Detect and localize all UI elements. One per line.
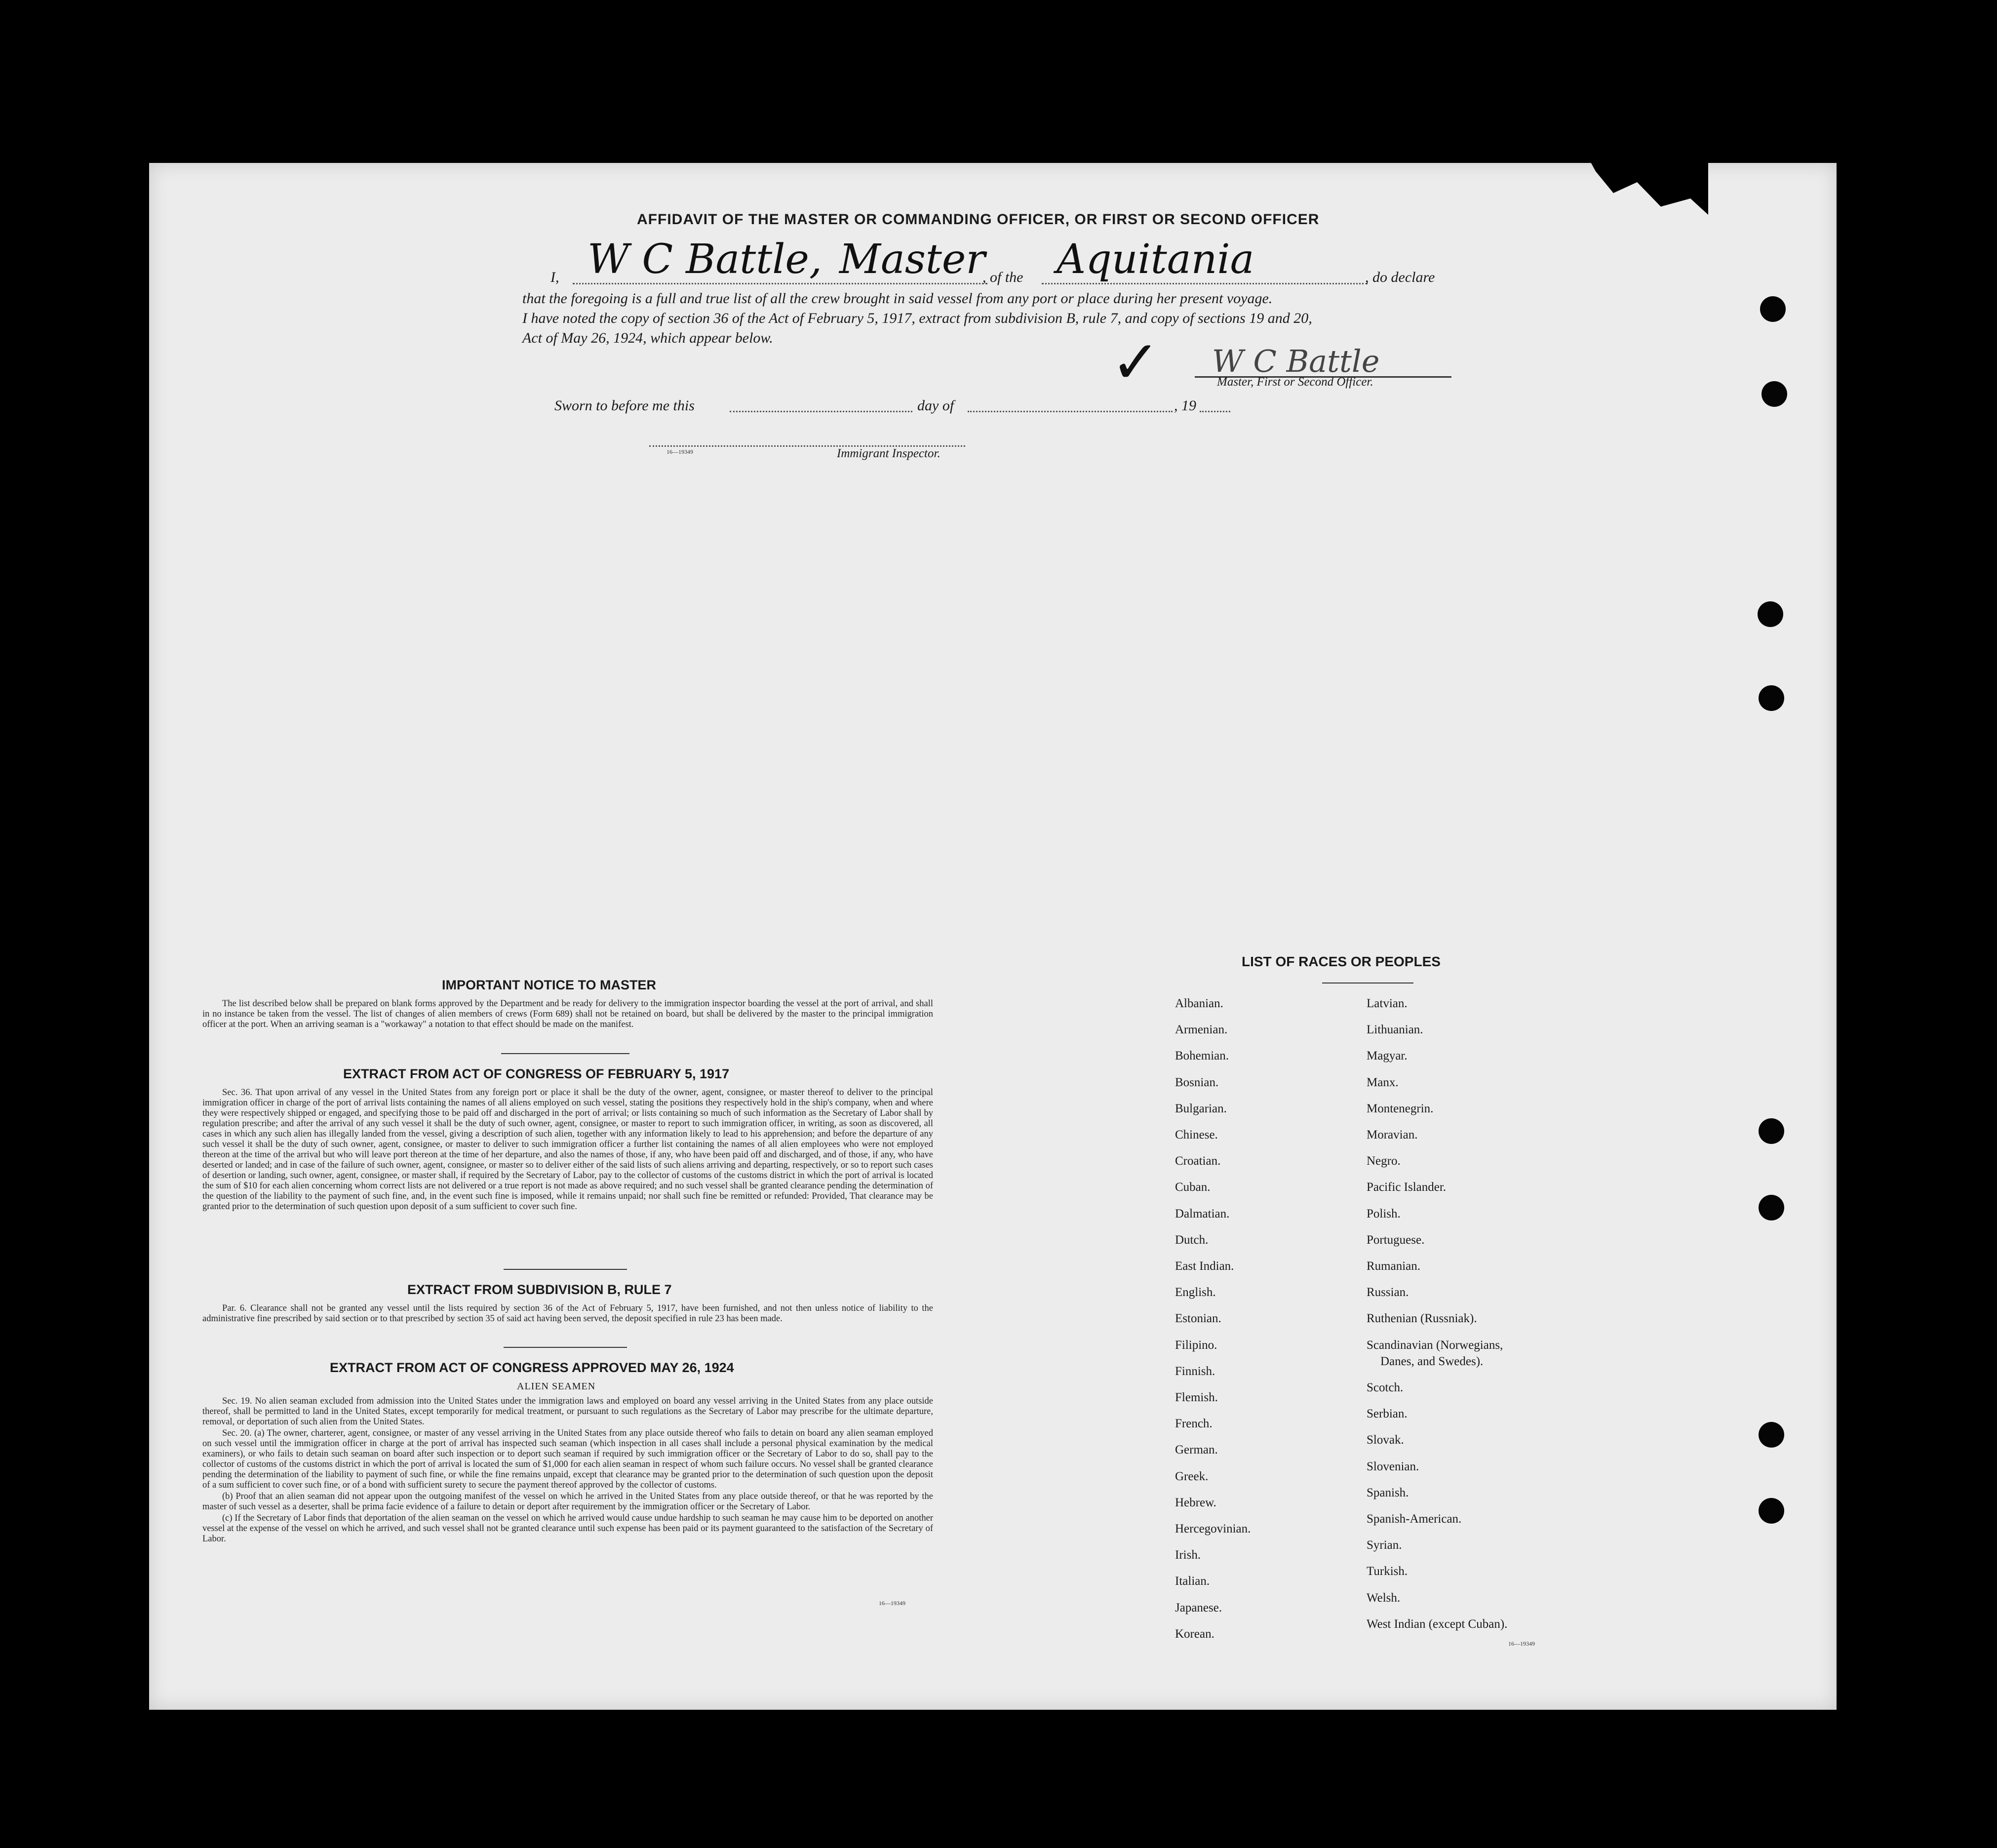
of-the-label: , of the bbox=[982, 269, 1023, 285]
race-item: East Indian. bbox=[1175, 1259, 1234, 1273]
punch-hole bbox=[1759, 685, 1784, 711]
race-item: Serbian. bbox=[1367, 1407, 1408, 1421]
master-name-handwritten: W C Battle, bbox=[587, 236, 822, 283]
notice-title: IMPORTANT NOTICE TO MASTER bbox=[442, 978, 656, 992]
extract-1924-title: EXTRACT FROM ACT OF CONGRESS APPROVED MAY 26, 1924 bbox=[330, 1360, 734, 1375]
race-item: Bohemian. bbox=[1175, 1049, 1229, 1063]
race-item: Slovenian. bbox=[1367, 1459, 1419, 1473]
race-item: Estonian. bbox=[1175, 1312, 1221, 1326]
day-of-label: day of bbox=[917, 397, 954, 414]
race-item: Irish. bbox=[1175, 1548, 1201, 1562]
alien-seamen-subtitle: ALIEN SEAMEN bbox=[517, 1381, 596, 1392]
race-item: Hebrew. bbox=[1175, 1495, 1216, 1509]
sworn-label: Sworn to before me this bbox=[554, 397, 695, 414]
race-item: Spanish. bbox=[1367, 1486, 1409, 1499]
race-item: Pacific Islander. bbox=[1367, 1180, 1447, 1194]
races-title: LIST OF RACES OR PEOPLES bbox=[1242, 954, 1441, 969]
punch-hole bbox=[1762, 381, 1787, 407]
race-item: Rumanian. bbox=[1367, 1259, 1421, 1273]
rule7-paragraph: Par. 6. Clearance shall not be granted any vessel until the lists required by section 36 of the Act of February 5, 1917, have been furnished, and not then unless notice of liability to the administrative fine prescribed by said section or to that prescribed by section 35 of said act having been served, the deposit specified in rule 23 has been made. bbox=[202, 1303, 933, 1324]
master-title-handwritten: Master bbox=[839, 236, 985, 283]
race-item: Croatian. bbox=[1175, 1154, 1221, 1168]
race-item: Magyar. bbox=[1367, 1049, 1408, 1063]
race-item: Albanian. bbox=[1175, 997, 1223, 1010]
checkmark: ✓ bbox=[1111, 328, 1161, 397]
race-item: Polish. bbox=[1367, 1207, 1401, 1220]
race-item: Italian. bbox=[1175, 1574, 1210, 1588]
extract-1917-paragraph: Sec. 36. That upon arrival of any vessel in the United States from any foreign port or place it shall be the duty of the owner, agent, consignee, or master thereof to deliver to the principal immigration officer in charge of the port of arrival lists containing the names of all aliens employed on such vessel, stating the positions they respectively hold in the ship's company, when and where they were respectively shipped or engaged, and specifying those to be paid off and discharged in the port of arrival; or lists containing so much of such information as the Secretary of Labor shall by regulation prescribe; and after the arrival of any such vessel it shall be the duty of such owner, agent, consignee, or master to report to such immigration officer, in writing, as soon as discovered, all cases in which any such alien has illegally landed from the vessel, giving a description of such alien, together with any information likely to lead to his apprehension; and before the departure of any such vessel it shall be the duty of such owner, agent, consignee, or master to deliver to such immigration officer a further list containing the names of all alien employees who were not employed thereon at the time of the arrival but who will leave port thereon at the time of her departure, and also the names of those, if any, who have been paid off and discharged, and of those, if any, who have deserted or landed; and in case of the failure of such owner, agent, consignee, or master so to deliver either of the said lists of such aliens arriving and departing, respectively, or so to report such cases of desertion or landing, such owner, agent, consignee, or master shall, if required by the Secretary of Labor, pay to the collector of customs of the customs district in which the port of arrival is located the sum of $10 for each alien concerning whom correct lists are not delivered or a true report is not made as above required; and no such vessel shall be granted clearance pending the determination of the question of the liability to the payment of such fine, and, in the event such fine is imposed, while it remains unpaid; nor shall such fine be remitted or refunded: Provided, That clearance may be granted prior to the determination of such question upon deposit of a sum sufficient to cover such fine. bbox=[202, 1088, 933, 1212]
race-item: Scotch. bbox=[1367, 1381, 1404, 1395]
notice-text bbox=[202, 999, 933, 1031]
race-item: Portuguese. bbox=[1367, 1233, 1425, 1247]
year-line bbox=[1200, 411, 1230, 412]
extract-form-number: 16—19349 bbox=[879, 1600, 905, 1607]
punch-hole bbox=[1758, 601, 1783, 627]
extract-1917-text bbox=[202, 1088, 933, 1213]
punch-hole bbox=[1759, 1422, 1784, 1448]
do-declare-label: , do declare bbox=[1365, 269, 1435, 285]
race-item: Montenegrin. bbox=[1367, 1101, 1434, 1115]
race-item: Moravian. bbox=[1367, 1128, 1418, 1142]
races-right-column bbox=[1367, 990, 1507, 1637]
name-line bbox=[573, 283, 987, 284]
races-left-column bbox=[1175, 990, 1251, 1647]
divider bbox=[504, 1269, 627, 1270]
race-item: Dutch. bbox=[1175, 1233, 1209, 1247]
race-item: Korean. bbox=[1175, 1627, 1214, 1641]
race-item: Negro. bbox=[1367, 1154, 1401, 1168]
signature-caption: Master, First or Second Officer. bbox=[1217, 375, 1373, 389]
race-item: Finnish. bbox=[1175, 1364, 1215, 1378]
race-item: French. bbox=[1175, 1417, 1213, 1431]
sec-20a-paragraph: Sec. 20. (a) The owner, charterer, agent, consignee, or master of any vessel arriving in the United States from any place outside thereof who fails to detain on board any alien seaman employed on such vessel until the immigration officer in charge at the port of arrival has inspected such seaman (which inspection in all cases shall include a personal physical examination by the medical examiners), or who fails to detain such seaman on board after such inspection or to deport such seaman if required by such immigration officer or the Secretary of Labor to do so, shall pay to the collector of customs of the customs district in which the port of arrival is located the sum of $1,000 for each alien seaman in respect of whom such failure occurs. No vessel shall be granted clearance pending the determination of the liability to payment of such fine, or while the fine remains unpaid, except that clearance may be granted prior to the determination of such question upon the deposit of a sum sufficient to cover such fine, or of a bond with sufficient surety to secure the payment thereof approved by the collector of customs. bbox=[202, 1428, 933, 1490]
race-item: Ruthenian (Russniak). bbox=[1367, 1312, 1477, 1326]
race-item: Syrian. bbox=[1367, 1538, 1402, 1552]
race-item: Spanish-American. bbox=[1367, 1512, 1462, 1526]
race-item: Scandinavian (Norwegians, bbox=[1367, 1338, 1503, 1352]
punch-hole bbox=[1759, 1118, 1784, 1144]
race-item: Latvian. bbox=[1367, 997, 1408, 1010]
race-item: Japanese. bbox=[1175, 1601, 1222, 1614]
race-item: Lithuanian. bbox=[1367, 1023, 1423, 1037]
punch-hole bbox=[1760, 296, 1786, 322]
race-item: Filipino. bbox=[1175, 1338, 1217, 1352]
punch-hole bbox=[1759, 1195, 1784, 1220]
punch-hole bbox=[1759, 1498, 1784, 1524]
i-label: I, bbox=[550, 269, 559, 285]
race-item: Bulgarian. bbox=[1175, 1101, 1227, 1115]
rule7-title: EXTRACT FROM SUBDIVISION B, RULE 7 bbox=[407, 1282, 672, 1297]
race-item: Armenian. bbox=[1175, 1023, 1228, 1037]
race-item: West Indian (except Cuban). bbox=[1367, 1617, 1508, 1631]
race-item: English. bbox=[1175, 1286, 1216, 1299]
vessel-line bbox=[1042, 283, 1368, 284]
notice-paragraph: The list described below shall be prepared on blank forms approved by the Department and be ready for delivery to the immigration inspector boarding the vessel at the port of arrival, and shall in no instance be taken from the vessel. The list of changes of alien members of crews (Form 689) shall not be retained on board, but shall be delivered by the master to the principal immigration officer at the port. When an arriving seaman is a "workaway" a notation to that effect should be made on the manifest. bbox=[202, 999, 933, 1029]
race-item: Cuban. bbox=[1175, 1180, 1211, 1194]
sec-20b-paragraph: (b) Proof that an alien seaman did not appear upon the outgoing manifest of the vessel on which he arrived in the United States from any place outside thereof, or that he was reported by the master of such vessel as a deserter, shall be prima facie evidence of a failure to detain or deport after requirement by the immigration officer or the Secretary of Labor. bbox=[202, 1492, 933, 1512]
affidavit-line-3: I have noted the copy of section 36 of the Act of February 5, 1917, extract from subdivision B, rule 7, and copy of sections 19 and 20, bbox=[522, 310, 1312, 326]
affidavit-form-number: 16—19349 bbox=[666, 448, 693, 455]
rule7-text bbox=[202, 1303, 933, 1325]
divider bbox=[504, 1347, 627, 1348]
affidavit-line-2: that the foregoing is a full and true list of all the crew brought in said vessel from any port or place during her present voyage. bbox=[522, 290, 1273, 307]
race-item: German. bbox=[1175, 1443, 1218, 1457]
race-item: Manx. bbox=[1367, 1075, 1399, 1089]
inspector-caption: Immigrant Inspector. bbox=[837, 447, 940, 460]
year-label: , 19 bbox=[1174, 397, 1196, 414]
affidavit-heading: AFFIDAVIT OF THE MASTER OR COMMANDING OFFICER, OR FIRST OR SECOND OFFICER bbox=[637, 211, 1320, 228]
affidavit-line-4: Act of May 26, 1924, which appear below. bbox=[522, 330, 773, 346]
race-item: Russian. bbox=[1367, 1286, 1409, 1299]
race-item: Dalmatian. bbox=[1175, 1207, 1230, 1220]
extract-1924-text bbox=[202, 1396, 933, 1545]
race-item: Chinese. bbox=[1175, 1128, 1218, 1142]
race-item: Bosnian. bbox=[1175, 1075, 1219, 1089]
master-signature: W C Battle bbox=[1212, 343, 1380, 379]
races-form-number: 16—19349 bbox=[1508, 1640, 1535, 1647]
race-item: Turkish. bbox=[1367, 1565, 1408, 1578]
race-item: Welsh. bbox=[1367, 1591, 1401, 1605]
sec-20c-paragraph: (c) If the Secretary of Labor finds that deportation of the alien seaman on the vessel on which he arrived would cause undue hardship to such seaman he may cause him to be deported on another vessel at the expense of the vessel on which he arrived, and such vessel shall not be granted clearance until such expense has been paid or its payment guaranteed to the satisfaction of the Secretary of Labor. bbox=[202, 1513, 933, 1544]
race-item: Danes, and Swedes). bbox=[1380, 1354, 1484, 1368]
sworn-month-line bbox=[968, 411, 1173, 412]
sworn-day-line bbox=[730, 411, 912, 412]
divider bbox=[501, 1053, 629, 1054]
race-item: Slovak. bbox=[1367, 1433, 1404, 1447]
race-item: Greek. bbox=[1175, 1469, 1209, 1483]
race-item: Flemish. bbox=[1175, 1391, 1218, 1405]
extract-1917-title: EXTRACT FROM ACT OF CONGRESS OF FEBRUARY 5, 1917 bbox=[343, 1066, 730, 1081]
sec-19-paragraph: Sec. 19. No alien seaman excluded from admission into the United States under the immigration laws and employed on board any vessel arriving in the United States from any place outside thereof, shall be permitted to land in the United States, except temporarily for medical treatment, or pursuant to such regulations as the Secretary of Labor may prescribe for the ultimate departure, removal, or deportation of such alien from the United States. bbox=[202, 1396, 933, 1427]
race-item: Hercegovinian. bbox=[1175, 1522, 1251, 1536]
vessel-name-handwritten: Aquitania bbox=[1057, 236, 1254, 283]
